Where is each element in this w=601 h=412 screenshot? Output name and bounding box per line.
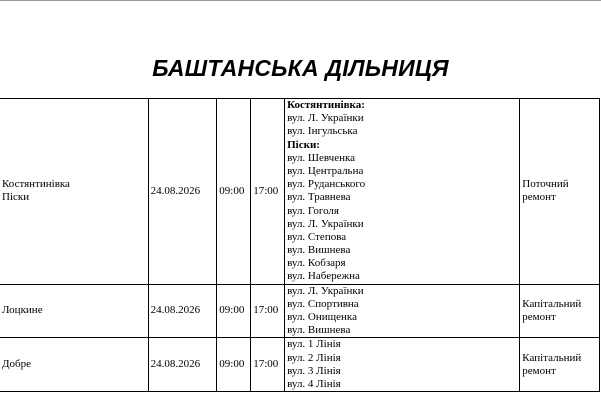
street-item: вул. Руданського xyxy=(287,178,366,191)
street-item: вул. Вишнева xyxy=(287,324,351,337)
street-item: вул. Шевченка xyxy=(287,151,356,164)
work-type-text: ремонт xyxy=(522,191,556,204)
street-item: вул. Інгульська xyxy=(287,125,358,138)
locality-cell xyxy=(0,338,148,392)
start-time-cell: 09:00 xyxy=(217,99,251,285)
street-item: вул. 4 Лінія xyxy=(287,377,341,390)
date-cell: 24.08.2026 xyxy=(148,284,217,338)
work-type-cell xyxy=(520,284,600,338)
end-time-cell: 17:00 xyxy=(251,338,285,392)
date-cell: 24.08.2026 xyxy=(148,99,217,285)
locality-name: Добре xyxy=(2,358,31,371)
streets-cell xyxy=(285,99,520,285)
work-type-text: Капітальний xyxy=(522,297,582,310)
street-item: вул. Вишнева xyxy=(287,244,351,257)
table-row xyxy=(0,338,600,392)
schedule-body xyxy=(0,99,600,392)
start-time-cell: 09:00 xyxy=(217,338,251,392)
end-time-cell: 17:00 xyxy=(251,99,285,285)
work-type-text: ремонт xyxy=(522,311,556,323)
street-item: вул. Л. Українки xyxy=(287,217,364,230)
street-item: вул. Степова xyxy=(287,230,347,243)
street-item: вул. Спортивна xyxy=(287,297,359,310)
start-time-cell: 09:00 xyxy=(217,284,251,338)
streets-cell xyxy=(285,338,520,392)
streets-cell xyxy=(285,284,520,338)
locality-name: Лоцкине xyxy=(2,304,43,317)
street-item: вул. Л. Українки xyxy=(287,112,364,125)
street-item: вул. 3 Лінія xyxy=(287,364,341,377)
work-type-text: ремонт xyxy=(522,364,556,377)
street-item: вул. 2 Лінія xyxy=(287,351,341,364)
page-title: БАШТАНСЬКА ДІЛЬНИЦЯ xyxy=(152,55,449,81)
locality-cell xyxy=(0,284,148,338)
street-item: вул. Гоголя xyxy=(287,204,339,217)
locality-name: Піски xyxy=(2,191,30,204)
date-cell: 24.08.2026 xyxy=(148,338,217,392)
street-item: вул. Набережна xyxy=(287,270,360,283)
street-item: вул. Л. Українки xyxy=(287,284,364,297)
work-type-cell xyxy=(520,338,600,392)
locality-name: Костянтинівка xyxy=(2,178,70,191)
street-item: вул. 1 Лінія xyxy=(287,338,341,351)
work-type-text: Капітальний xyxy=(522,351,582,364)
outage-schedule-table xyxy=(0,98,600,392)
top-rule xyxy=(0,0,601,1)
work-type-cell xyxy=(520,99,600,285)
table-row xyxy=(0,99,600,285)
street-item: вул. Центральна xyxy=(287,164,364,177)
locality-cell xyxy=(0,99,148,285)
work-type-text: Поточний xyxy=(522,178,569,191)
street-group-heading: Піски: xyxy=(287,138,320,151)
end-time-cell: 17:00 xyxy=(251,284,285,338)
table-row xyxy=(0,284,600,338)
street-item: вул. Онищенка xyxy=(287,311,357,323)
street-group-heading: Костянтинівка: xyxy=(287,99,365,111)
street-item: вул. Кобзаря xyxy=(287,257,346,270)
street-item: вул. Травнева xyxy=(287,191,351,204)
